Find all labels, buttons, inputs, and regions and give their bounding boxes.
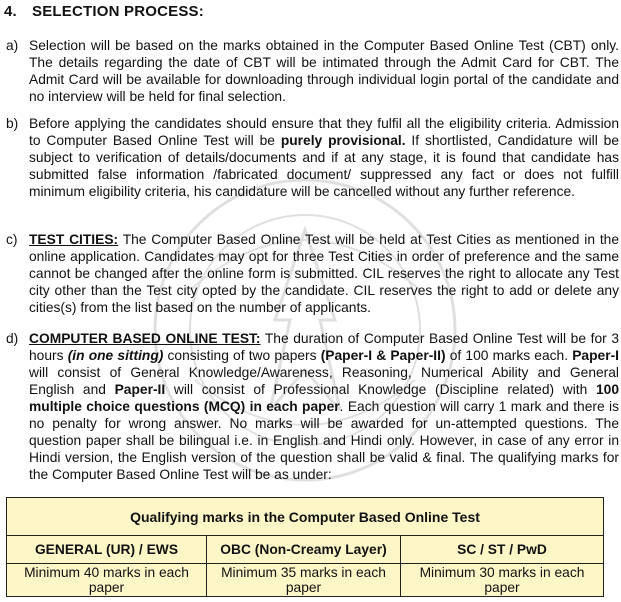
item-b-text-1: Before applying the candidates should ensure that they fulfil all the eligibility criteria. Admission to Computer Based Online Test will be <box>29 116 619 148</box>
item-b-text <box>29 115 619 200</box>
item-d-t4: will consist of General Knowledge/Awareness, Reasoning, Numerical Ability and General English and <box>29 365 619 397</box>
item-d-t5: will consist of Professional Knowledge (Discipline related) with <box>165 382 596 397</box>
item-b-bold: purely provisional. <box>280 133 406 148</box>
table-caption: Qualifying marks in the Computer Based Online Test <box>7 498 604 536</box>
item-d-b4: 100 multiple choice questions (MCQ) in each paper <box>29 382 620 414</box>
section-title: SELECTION PROCESS: <box>32 3 204 20</box>
table-header-obc: OBC (Non-Creamy Layer) <box>206 536 400 564</box>
section-number: 4. <box>4 3 17 20</box>
table-cell-general: Minimum 40 marks in each paper <box>7 564 207 597</box>
item-d-b3: Paper-II <box>114 382 166 397</box>
item-d-t3: of 100 marks each. <box>445 348 573 363</box>
item-d <box>6 330 619 483</box>
item-d-t6: . Each question will carry 1 mark and there is no penalty for wrong answer. No marks will be awarded for un-attempted questions. The question paper shall be bilingual i.e. in English and Hindi only. However, in case of any error in Hindi version, the English version of the question shall be valid & final. The qualifying marks for the Computer Based Online Test will be as under: <box>29 399 619 482</box>
item-d-b2: Paper-I <box>572 348 619 363</box>
table-header-general: GENERAL (UR) / EWS <box>7 536 207 564</box>
item-c-label: c) <box>6 232 18 247</box>
item-c-body: The Computer Based Online Test will be held at Test Cities as mentioned in the online application. Candidates may opt for three Test Cities in order of preference and the same cannot be changed after the online form is submitted. CIL reserves the right to allocate any Test city other than the Test city opted by the candidate. CIL reserves the right to add or delete any cities(s) from the list based on the number of applicants. <box>29 232 619 315</box>
item-c <box>6 231 619 316</box>
qualifying-marks-table <box>6 497 604 597</box>
table-cell-sc-st: Minimum 30 marks in each paper <box>401 564 604 597</box>
item-d-label: d) <box>6 331 19 346</box>
item-d-bi1: (in one sitting) <box>67 348 164 363</box>
item-d-text <box>29 330 619 483</box>
item-d-b1: (Paper-I & Paper-II) <box>320 348 446 363</box>
cbt-heading: COMPUTER BASED ONLINE TEST: <box>29 331 261 346</box>
item-d-t2: consisting of two papers <box>163 348 321 363</box>
item-b-text-2: If shortlisted, Candidature will be subject to verification of details/documents and if at any stage, it is found that candidate has submitted false information /fabricated document/ suppressed any fact or does not fulfill minimum eligibility criteria, his candidature will be cancelled without any further reference. <box>29 133 619 199</box>
item-c-text <box>29 231 619 316</box>
test-cities-heading: TEST CITIES: <box>29 232 119 247</box>
item-b-label: b) <box>6 116 19 131</box>
item-a-label: a) <box>6 38 19 53</box>
table-header-sc-st: SC / ST / PwD <box>401 536 604 564</box>
item-d-t1: The duration of Computer Based Online Test will be for 3 hours <box>29 331 619 363</box>
section-heading <box>4 3 204 20</box>
table-cell-obc: Minimum 35 marks in each paper <box>206 564 400 597</box>
item-a-text: Selection will be based on the marks obtained in the Computer Based Online Test (CBT) only. The details regarding the date of CBT will be intimated through the Admit Card for CBT. The Admit Card will be available for downloading through individual login portal of the candidate and no interview will be held for final selection. <box>29 38 619 104</box>
item-a <box>6 37 619 105</box>
item-b <box>6 115 619 200</box>
